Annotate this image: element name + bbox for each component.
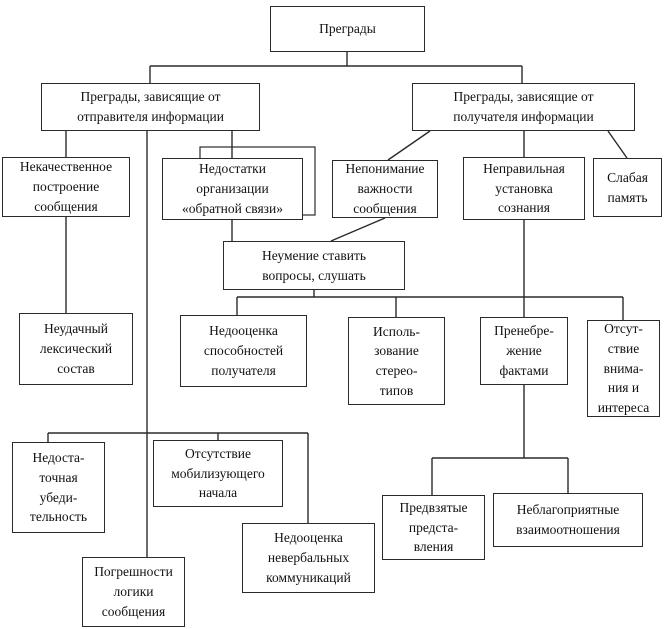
node-text-line: Отсут- xyxy=(604,321,643,337)
node-text-line: интереса xyxy=(597,400,650,416)
node-text-line: убеди- xyxy=(39,489,78,505)
node-text-line: отправителя информации xyxy=(77,109,224,124)
node-no-mobilizing xyxy=(153,440,283,507)
node-poor-construction xyxy=(2,157,130,217)
node-text-line: Преграды, зависящие от xyxy=(80,89,221,105)
node-text-line: точная xyxy=(39,469,78,485)
node-text-line: память xyxy=(607,189,648,205)
node-stereotypes xyxy=(348,317,445,405)
node-text-line: внима- xyxy=(603,360,644,376)
node-text-line: «обратной связи» xyxy=(182,200,283,216)
node-text-line: сообщения xyxy=(353,200,417,216)
node-text-line: получателя xyxy=(211,362,276,378)
node-text-line: вопросы, слушать xyxy=(262,267,366,283)
node-no-attention xyxy=(587,320,660,417)
node-unfavorable-relations xyxy=(493,493,643,547)
node-text-line: Недооценка xyxy=(209,323,278,339)
node-underestimate-abilities xyxy=(180,315,307,387)
node-text-line: Недооценка xyxy=(274,530,343,546)
node-text-line: предста- xyxy=(408,519,459,535)
node-text-line: Некачественное xyxy=(19,159,113,175)
node-text-line: типов xyxy=(379,382,414,398)
node-text-line: тельность xyxy=(29,509,88,525)
node-text-line: Неправильная xyxy=(483,160,565,176)
node-text-line: ствие xyxy=(607,340,640,356)
node-text-line: Неблагоприятные xyxy=(516,502,620,518)
node-text-line: построение xyxy=(32,179,100,195)
node-text-line: зование xyxy=(374,343,419,359)
node-inability-questions xyxy=(223,241,405,290)
node-receiver-barriers xyxy=(412,83,635,131)
connector-misunderstanding-to-inability xyxy=(331,218,385,241)
node-misunderstanding xyxy=(332,160,438,218)
node-wrong-mindset xyxy=(463,157,585,220)
node-text-line: Непонимание xyxy=(345,161,425,177)
node-text-line: невербальных xyxy=(267,550,350,566)
connector-receiver-to-misunderstanding xyxy=(388,131,430,160)
node-underestimate-nonverbal xyxy=(242,523,375,593)
node-text-line: Слабая xyxy=(607,169,648,185)
node-text-line: лексический xyxy=(39,341,113,357)
node-text-line: Отсутствие xyxy=(185,445,251,461)
node-text-line: Недоста- xyxy=(32,450,85,466)
node-text-line: состав xyxy=(57,360,95,376)
node-text-line: фактами xyxy=(499,362,549,378)
node-neglect-facts xyxy=(480,317,568,385)
node-text-line: мобилизующего xyxy=(171,465,265,481)
node-text-line: способностей xyxy=(203,343,284,359)
node-text-line: Недостатки xyxy=(199,161,266,177)
node-text-line: Преграды, зависящие от xyxy=(453,89,594,105)
node-text-line: Преграды xyxy=(319,21,376,37)
node-text-line: логики xyxy=(113,584,154,600)
node-text-line: сообщения xyxy=(101,603,166,619)
node-text-line: Предвзятые xyxy=(399,499,468,515)
node-text-line: сообщения xyxy=(34,198,98,214)
node-text-line: жение xyxy=(506,343,542,359)
node-text-line: Неудачный xyxy=(44,321,108,337)
node-sender-barriers xyxy=(41,83,260,131)
connector-receiver-to-weak-memory xyxy=(608,131,627,158)
node-text-line: ния и xyxy=(607,380,640,396)
node-text-line: сознания xyxy=(498,200,550,216)
node-weak-memory xyxy=(593,158,662,217)
node-pregrady xyxy=(270,6,425,52)
node-biased-views xyxy=(382,495,485,560)
node-text-line: Неумение ставить xyxy=(261,247,367,263)
node-insufficient-persuasion xyxy=(12,442,105,533)
node-text-line: стерео- xyxy=(375,363,418,378)
node-logic-errors xyxy=(82,557,185,627)
node-text-line: коммуникаций xyxy=(266,569,351,585)
node-text-line: организации xyxy=(196,181,269,197)
node-text-line: начала xyxy=(198,485,238,501)
node-text-line: вления xyxy=(413,539,454,555)
node-text-line: Исполь- xyxy=(373,323,420,339)
node-feedback-deficiency xyxy=(162,158,303,220)
node-text-line: получателя информации xyxy=(453,109,594,124)
node-text-line: важности xyxy=(357,181,413,197)
node-text-line: установка xyxy=(495,180,553,196)
node-text-line: Пренебре- xyxy=(494,323,554,339)
node-text-line: взаимоотношения xyxy=(516,522,620,537)
node-text-line: Погрешности xyxy=(94,564,173,580)
node-bad-lexical xyxy=(19,313,133,385)
